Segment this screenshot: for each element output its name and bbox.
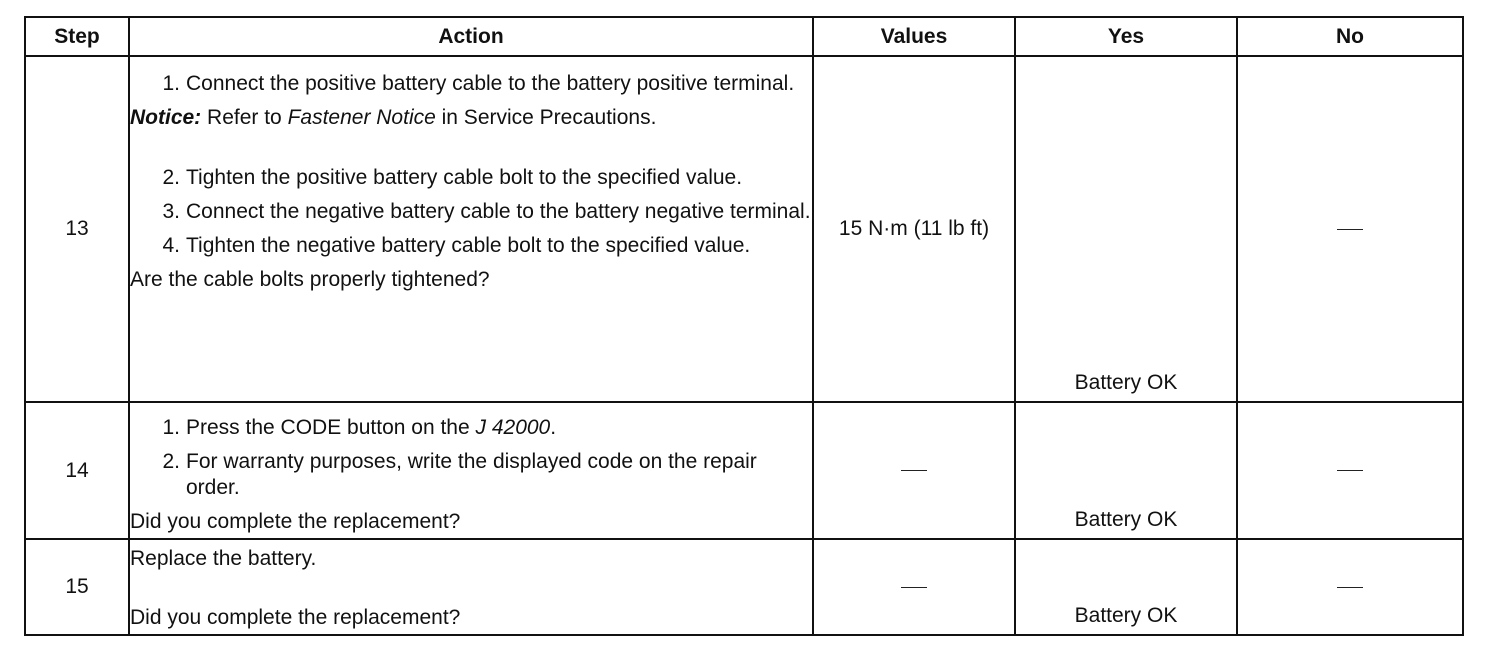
values-cell [813, 402, 1015, 539]
table-row-step-14 [25, 402, 1463, 539]
action-cell [129, 56, 813, 402]
action-step: 1. Connect the positive battery cable to the battery positive terminal. [162, 72, 795, 95]
table-row-step-15 [25, 539, 1463, 635]
action-step: 1. Press the CODE button on the J 42000. [162, 416, 557, 439]
dash-mark [901, 587, 927, 588]
no-cell [1237, 539, 1463, 635]
dash-mark [901, 470, 927, 471]
action-cell [129, 402, 813, 539]
header-step: Step [25, 17, 129, 56]
dash-mark [1337, 587, 1363, 588]
dash-mark [1337, 229, 1363, 230]
notice-text: Notice: Refer to Fastener Notice in Service Precautions. [130, 106, 657, 129]
yes-result: Battery OK [1074, 371, 1178, 394]
no-cell [1237, 56, 1463, 402]
action-step: 4. Tighten the negative battery cable bolt to the specified value. [162, 234, 751, 257]
tool-reference: J 42000 [475, 416, 551, 439]
question-text: Are the cable bolts properly tightened? [130, 268, 490, 291]
question-text: Did you complete the replacement? [130, 510, 461, 533]
notice-label: Notice: [130, 106, 202, 129]
fastener-notice-reference: Fastener Notice [287, 106, 436, 129]
action-step: 2. For warranty purposes, write the displayed code on the repair order. [162, 450, 757, 499]
yes-cell [1015, 539, 1237, 635]
step-number: 13 [25, 56, 129, 402]
yes-cell [1015, 56, 1237, 402]
no-cell [1237, 402, 1463, 539]
action-text: Replace the battery. [130, 547, 317, 570]
action-cell [129, 539, 813, 635]
yes-cell [1015, 402, 1237, 539]
yes-result: Battery OK [1074, 508, 1178, 531]
action-step: 3. Connect the negative battery cable to the battery negative terminal. [162, 200, 811, 223]
action-step: 2. Tighten the positive battery cable bolt to the specified value. [162, 166, 743, 189]
values-cell [813, 539, 1015, 635]
diagnostic-table [24, 16, 1464, 636]
action-steps [130, 71, 812, 97]
values-cell: 15 N·m (11 lb ft) [813, 56, 1015, 402]
dash-mark [1337, 470, 1363, 471]
action-steps [130, 415, 812, 501]
step-number: 14 [25, 402, 129, 539]
header-row [25, 17, 1463, 56]
header-no: No [1237, 17, 1463, 56]
header-yes: Yes [1015, 17, 1237, 56]
table-row-step-13 [25, 56, 1463, 402]
action-steps [130, 165, 812, 259]
question-text: Did you complete the replacement? [130, 606, 461, 629]
header-values: Values [813, 17, 1015, 56]
step-number: 15 [25, 539, 129, 635]
yes-result: Battery OK [1074, 604, 1178, 627]
header-action: Action [129, 17, 813, 56]
